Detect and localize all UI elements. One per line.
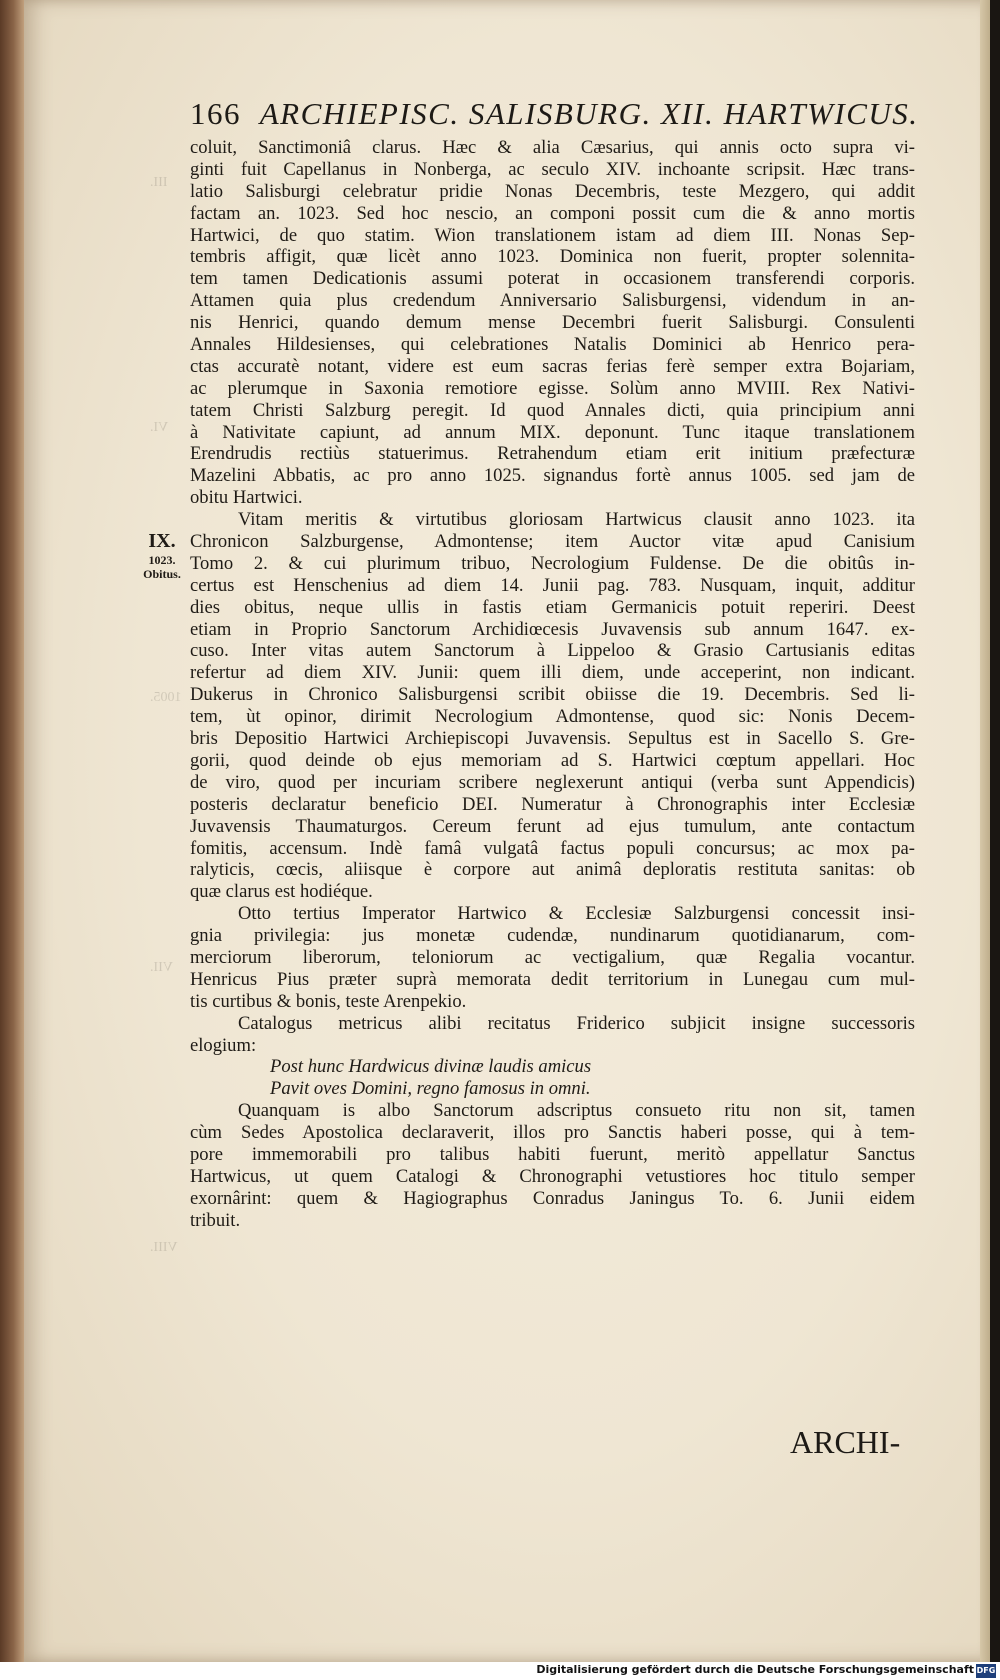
text-line: Mazelini Abbatis, ac pro anno 1025. signandus fortè annus 1005. sed jam de: [190, 465, 915, 487]
text-line: obitu Hartwici.: [190, 487, 303, 509]
show-through-text: 1005.: [150, 690, 182, 705]
text-line: ginti fuit Capellanus in Nonberga, ac seculo XIV. inchoante scripsit. Hæc trans-: [190, 158, 915, 180]
text-line: nis Henrici, quando demum mense Decembri fuerit Salisburgi. Consulenti: [190, 312, 915, 334]
text-line: Annales Hildesienses, qui celebrationes Natalis Dominici ab Henrico pera-: [190, 334, 915, 356]
verse-line: Pavit oves Domini, regno famosus in omni.: [270, 1078, 591, 1100]
text-line: Vitam meritis & virtutibus gloriosam Hartwicus clausit anno 1023. ita: [238, 509, 915, 531]
text-line: cuso. Inter vitas autem Sanctorum à Lippeloo & Grasio Cartusianis editas: [190, 640, 915, 662]
text-line: ralyticis, cœcis, aliisque è corpore aut animâ deploratis restituta sanitas: ob: [190, 859, 915, 881]
text-line: Catalogus metricus alibi recitatus Friderico subjicit insigne successoris: [238, 1012, 915, 1034]
text-line: ctas accuratè notant, videre est eum sacras ferias ferè semper extra Bojariam,: [190, 355, 915, 377]
text-line: tem, ùt opinor, dirimit Necrologium Admontense, quod sic: Nonis Decem-: [190, 706, 915, 728]
text-line: factam an. 1023. Sed hoc nescio, an componi possit cum die & anno mortis: [190, 202, 915, 224]
text-line: coluit, Sanctimoniâ clarus. Hæc & alia Cæsarius, qui annis octo supra vi-: [190, 137, 915, 158]
text-line: bris Depositio Hartwici Archiepiscopi Juvavensis. Sepultus est in Sacello S. Gre-: [190, 728, 915, 750]
text-line: Juvavensis Thaumaturgos. Cereum ferunt ad ejus tumulum, ante contactum: [190, 815, 915, 837]
text-line: Hartwici, de quo statim. Wion translationem istam ad diem III. Nonas Sep-: [190, 224, 915, 246]
catchword: ARCHI-: [790, 1424, 901, 1460]
text-line: tribuit.: [190, 1209, 241, 1231]
text-line: posteris declaratur beneficio DEI. Numeratur à Chronographis inter Ecclesiæ: [190, 793, 915, 815]
page-edge: [980, 0, 990, 1662]
text-line: merciorum liberorum, teloniorum ac vectigalium, quæ Regalia vocantur.: [190, 946, 915, 968]
text-line: Chronicon Salzburgense, Admontense; item Auctor vitæ apud Canisium: [190, 531, 915, 553]
text-line: tis curtibus & bonis, teste Arenpekio.: [190, 990, 467, 1012]
text-line: cùm Sedes Apostolica declaraverit, illos pro Sanctis haberi posse, qui à tem-: [190, 1122, 915, 1144]
text-line: à Nativitate capiunt, ad annum MIX. deponunt. Tunc itaque translationem: [190, 421, 915, 443]
margin-section-number: IX.: [148, 530, 176, 552]
text-line: gorii, quod deinde ob ejus memoriam ad S. Hartwici cœptum appellari. Hoc: [190, 749, 915, 771]
show-through-text: VI.: [150, 420, 169, 435]
text-line: Henricus Pius præter suprà memorata dedit territorium in Lunegau cum mul-: [190, 968, 915, 990]
show-through-text: III.: [150, 175, 168, 190]
text-line: Otto tertius Imperator Hartwico & Ecclesiæ Salzburgensi concessit insi-: [238, 903, 915, 925]
text-line: tembris affigit, quæ licèt anno 1023. Dominica non fuerit, propter solennita-: [190, 246, 915, 268]
text-line: gnia privilegia: jus monetæ cudendæ, nundinarum quotidianarum, com-: [190, 925, 915, 947]
text-line: Quanquam is albo Sanctorum adscriptus consueto ritu non sit, tamen: [238, 1100, 915, 1122]
text-line: elogium:: [190, 1034, 257, 1056]
running-title: ARCHIEPISC. SALISBURG. XII. HARTWICUS.: [259, 96, 919, 131]
text-line: latio Salisburgi celebratur pridie Nonas Decembris, teste Mezgero, qui addit: [190, 180, 915, 202]
text-line: Erendrudis rectiùs statuerimus. Retrahendum etiam erit initium præfecturæ: [190, 443, 915, 465]
text-line: refertur ad diem XIV. Junii: quem illi diem, unde acceperint, non indicant.: [190, 662, 915, 684]
text-line: exornârint: quem & Hagiographus Conradus Janingus To. 6. Junii eidem: [190, 1187, 915, 1209]
text-line: Dukerus in Chronico Salisburgensi scribit obiisse die 19. Decembris. Sed li-: [190, 684, 915, 706]
text-line: certus est Henschenius ad diem 14. Junii pag. 783. Nusquam, inquit, additur: [190, 574, 915, 596]
running-header: [190, 96, 919, 132]
show-through-text: VII.: [150, 960, 173, 975]
margin-year: 1023.: [148, 553, 176, 567]
page-number: 166: [190, 96, 241, 131]
footer-credit: Digitalisierung gefördert durch die Deutsche Forschungsgemeinschaft: [536, 1663, 974, 1676]
margin-label: Obitus.: [143, 567, 181, 581]
text-line: fomitis, accensum. Indè famâ vulgatâ factus populi concursus; ac mox pa-: [190, 837, 915, 859]
text-line: tem tamen Dedicationis assumi poterat in occasionem transferendi corporis.: [190, 268, 915, 290]
text-line: pore immemorabili pro talibus habiti fuerunt, meritò appellatur Sanctus: [190, 1143, 915, 1165]
dfg-logo: DFG: [976, 1664, 996, 1678]
text-line: etiam in Proprio Sanctorum Archidiœcesis Juvavensis sub annum 1647. ex-: [190, 618, 915, 640]
footer-bar: [0, 1662, 1000, 1680]
text-line: Attamen quia plus credendum Anniversario Salisburgensi, videndum in an-: [190, 290, 915, 312]
main-text: [190, 137, 915, 1232]
text-line: ac plerumque in Saxonia remotiore egisse. Solùm anno MVIII. Rex Nativi-: [190, 377, 915, 399]
text-line: Hartwicus, ut quem Catalogi & Chronographi vetustiores hoc titulo semper: [190, 1165, 915, 1187]
margin-note: [132, 530, 192, 581]
text-line: Tomo 2. & cui plurimum tribuo, Necrologium Fuldense. De die obitûs in-: [190, 552, 915, 574]
text-line: quæ clarus est hodiéque.: [190, 881, 373, 903]
show-through-text: VIII.: [150, 1240, 178, 1255]
verse-line: Post hunc Hardwicus divinæ laudis amicus: [270, 1056, 592, 1078]
text-line: dies obitus, neque ullis in fastis etiam Germanicis potuit reperiri. Deest: [190, 596, 915, 618]
text-line: de viro, quod per incuriam scribere neglexerunt antiqui (verba sunt Appendicis): [190, 771, 915, 793]
text-line: tatem Christi Salzburg peregit. Id quod Annales dicti, quia principium anni: [190, 399, 915, 421]
